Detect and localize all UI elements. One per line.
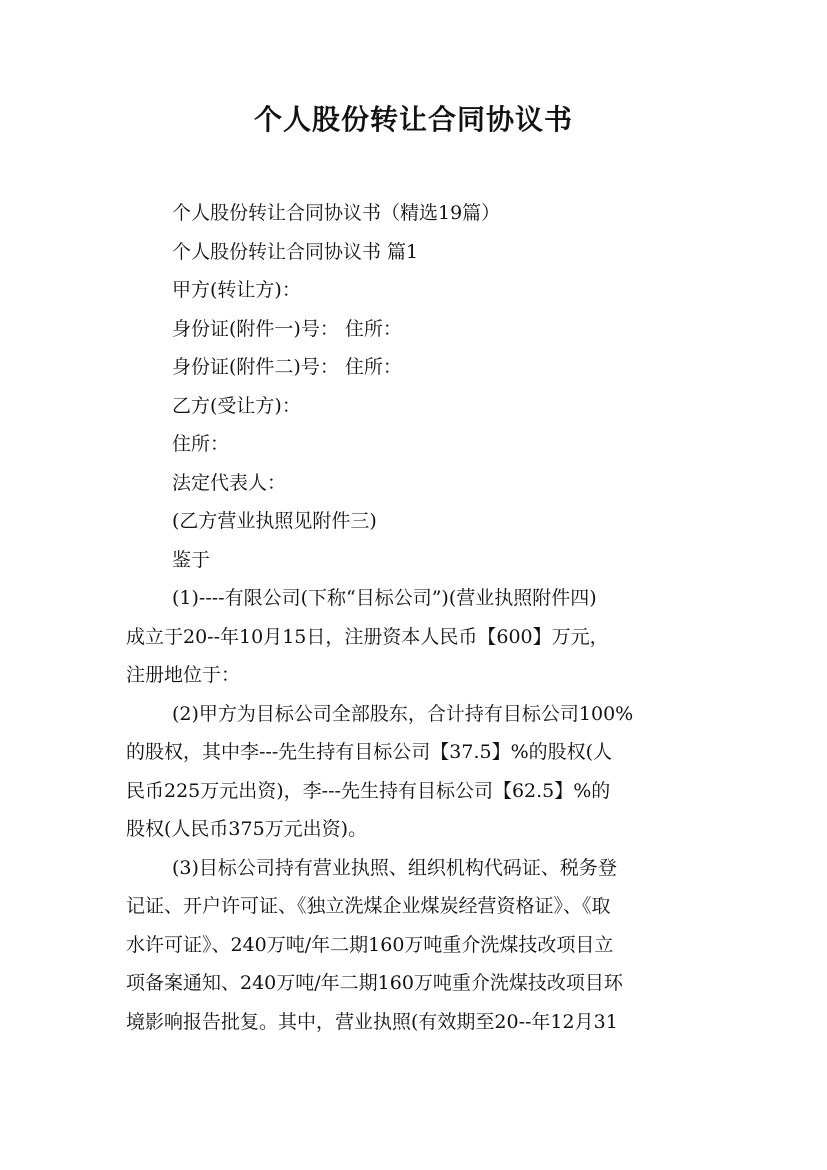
document-body	[126, 194, 708, 1041]
document-title: 个人股份转让合同协议书	[253, 103, 573, 136]
paragraph-line: 身份证(附件二)号： 住所：	[172, 356, 402, 378]
paragraph-line: 甲方(转让方)：	[172, 279, 301, 301]
paragraph-line: 鉴于	[172, 548, 211, 571]
paragraph-line: 个人股份转让合同协议书 篇1	[172, 240, 419, 263]
paragraph-line: (1)----有限公司(下称“目标公司”)(营业执照附件四)	[172, 587, 597, 609]
paragraph-line: (乙方营业执照见附件三)	[172, 510, 377, 532]
paragraph-line: 民币225万元出资)，李---先生持有目标公司【62.5】%的	[126, 779, 611, 802]
paragraph-line: 股权(人民币375万元出资)。	[126, 818, 368, 840]
paragraph-line: 注册地位于：	[126, 664, 241, 686]
paragraph-line: (3)目标公司持有营业执照、组织机构代码证、税务登	[172, 856, 617, 879]
paragraph-line: (2)甲方为目标公司全部股东，合计持有目标公司100%	[172, 702, 634, 725]
paragraph-line: 记证、开户许可证、《独立洗煤企业煤炭经营资格证》、《取	[126, 895, 611, 917]
paragraph-line: 身份证(附件一)号： 住所：	[172, 317, 402, 340]
paragraph-line: 住所：	[172, 433, 230, 455]
paragraph-line: 法定代表人：	[172, 471, 287, 494]
paragraph-line: 成立于20--年10月15日，注册资本人民币【600】万元，	[126, 625, 609, 648]
paragraph-line: 项备案通知、240万吨/年二期160万吨重介洗煤技改项目环	[126, 972, 623, 994]
paragraph-line: 的股权，其中李---先生持有目标公司【37.5】%的股权(人	[126, 741, 613, 763]
paragraph-line: 个人股份转让合同协议书（精选19篇）	[172, 202, 501, 224]
paragraph-line: 水许可证》、240万吨/年二期160万吨重介洗煤技改项目立	[126, 933, 614, 956]
paragraph-line: 乙方(受让方)：	[172, 394, 301, 417]
paragraph-line: 境影响报告批复。其中，营业执照(有效期至20--年12月31	[126, 1010, 618, 1033]
